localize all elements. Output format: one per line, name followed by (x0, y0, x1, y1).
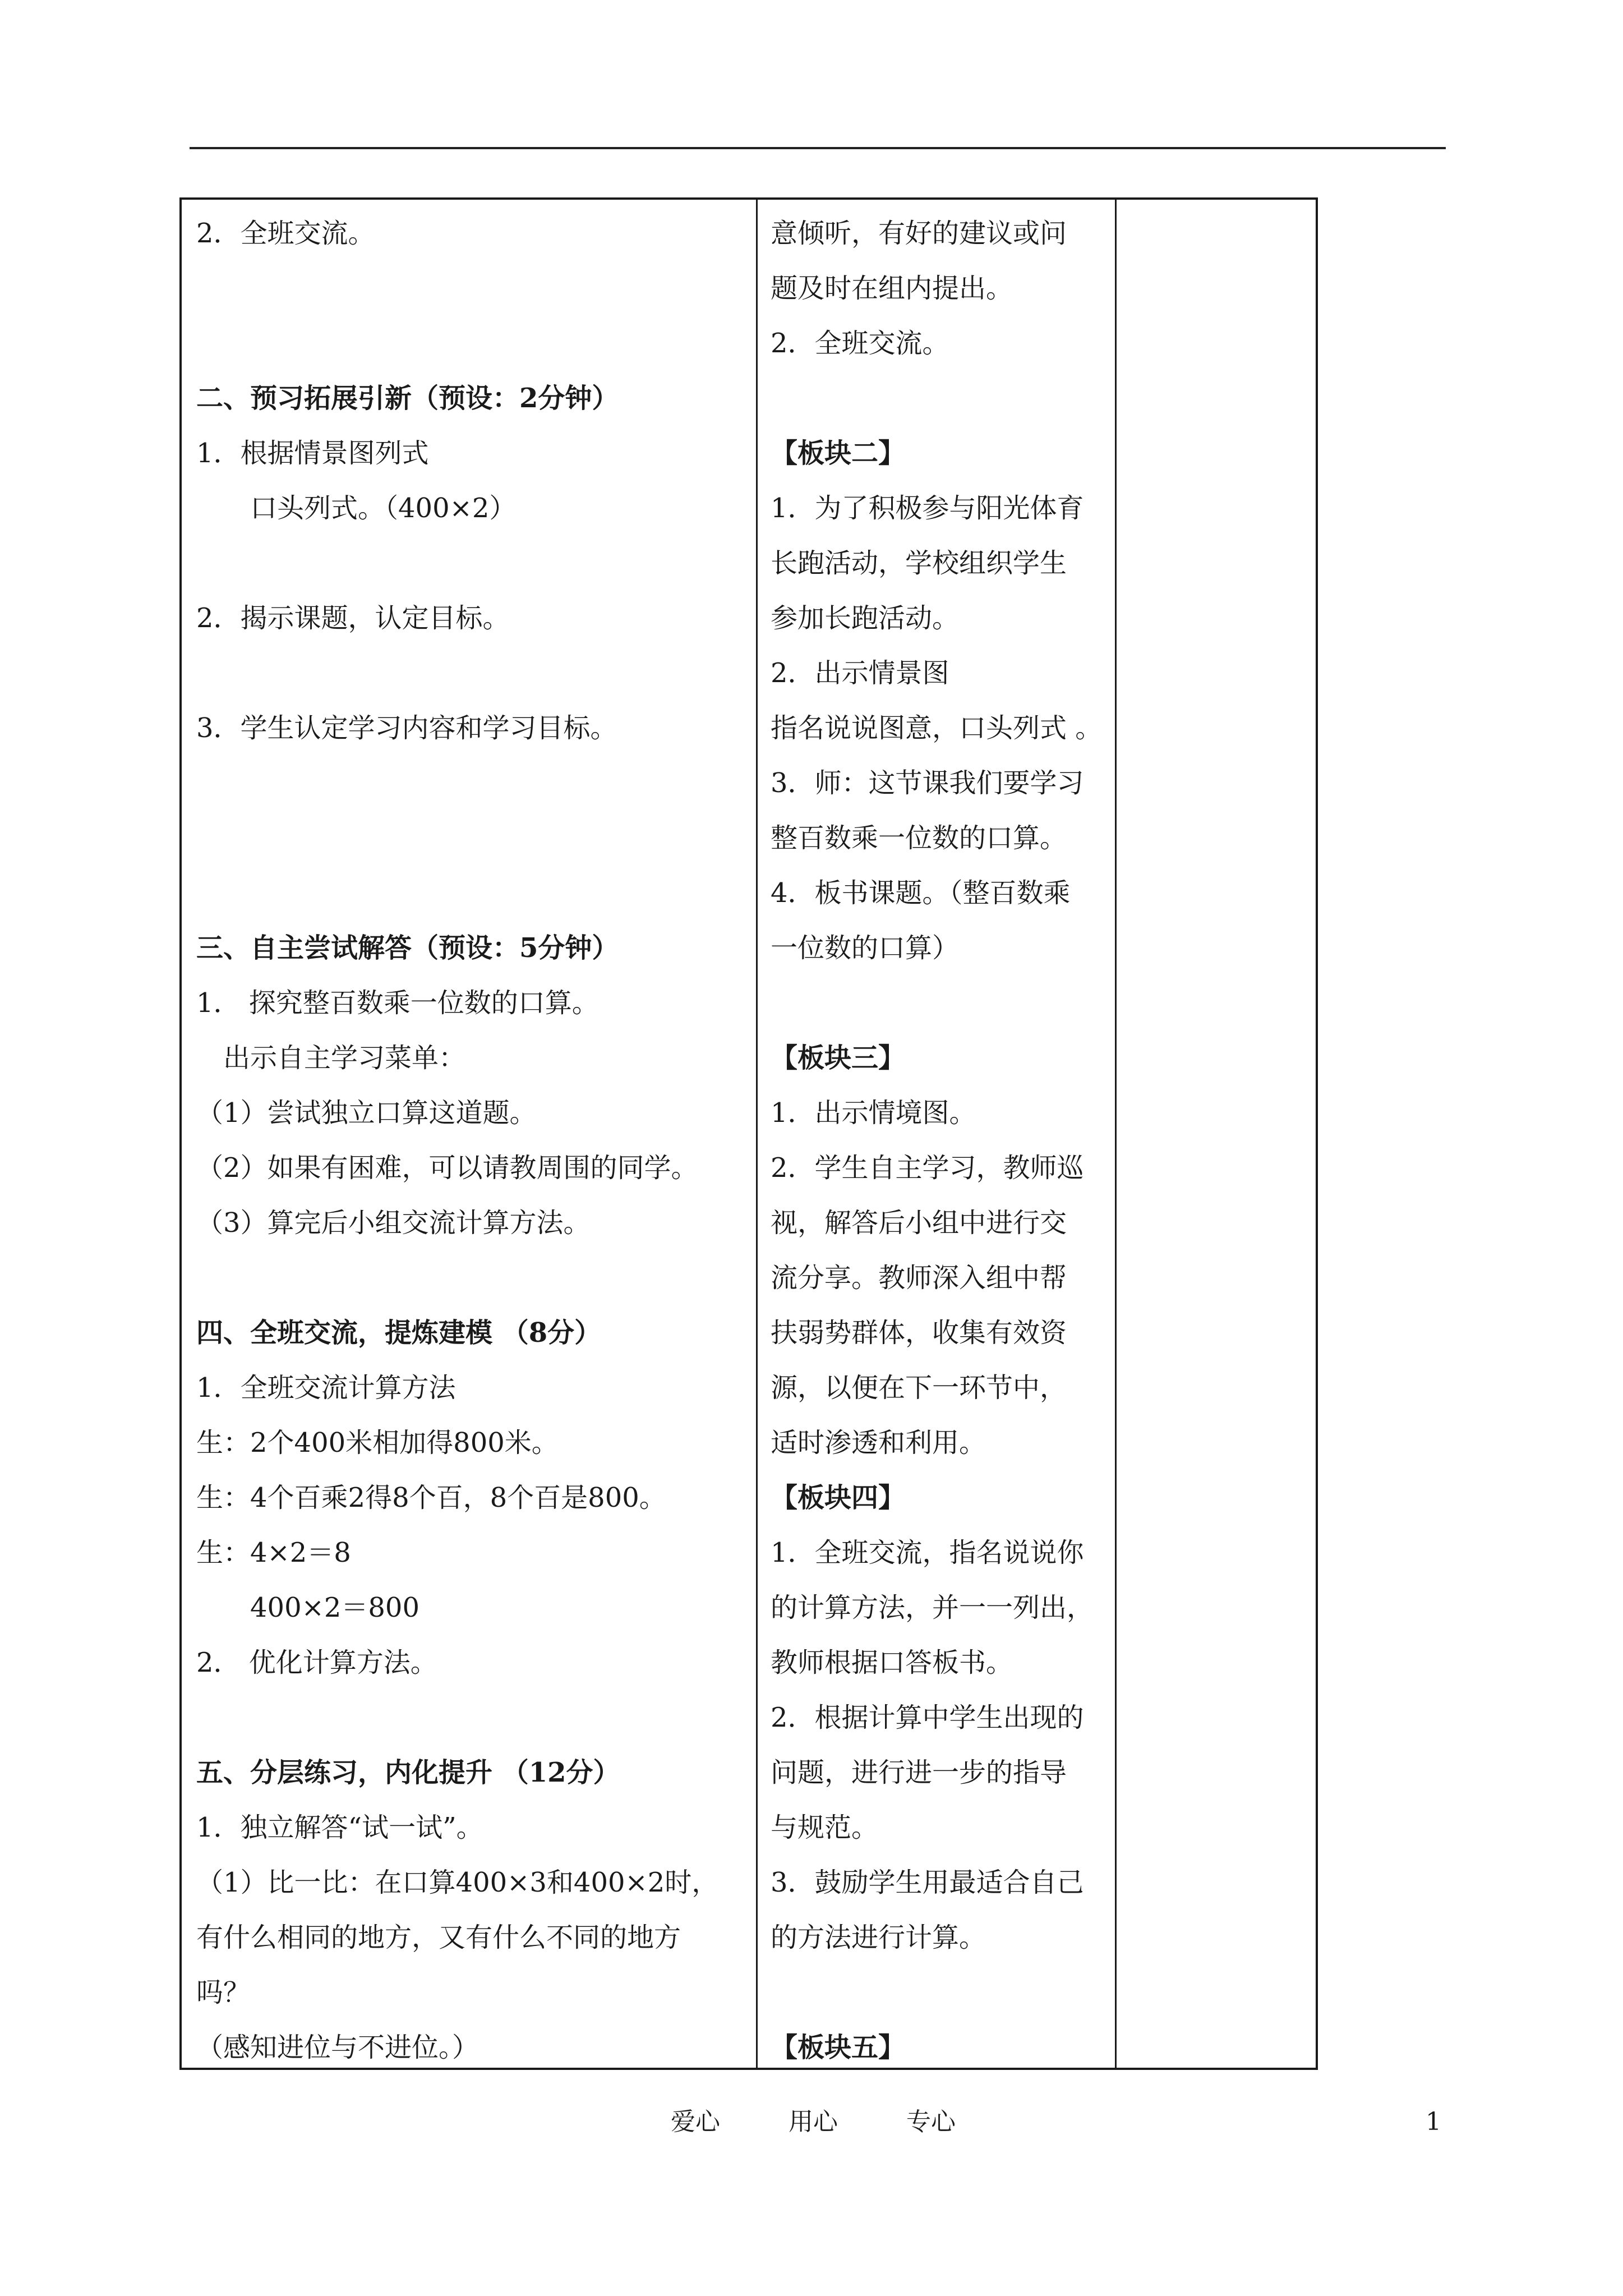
notes-column (1119, 200, 1316, 2068)
footer-item: 爱心 (671, 2108, 720, 2136)
lesson-plan-table (179, 197, 1318, 2070)
text-line: 有什么相同的地方，又有什么不同的地方 (196, 1922, 681, 1953)
text-line: 流分享。教师深入组中帮 (771, 1262, 1067, 1294)
column-divider-left (756, 200, 758, 2068)
text-line: 1．出示情境图。 (771, 1097, 976, 1129)
text-line: （1）比一比：在口算400×3和400×2时， (196, 1867, 719, 1898)
text-line: 参加长跑活动。 (771, 602, 960, 634)
text-line: 意倾听，有好的建议或问 (771, 218, 1067, 249)
text-line: （感知进位与不进位。） (196, 2032, 479, 2063)
text-line: 2．全班交流。 (771, 328, 949, 359)
text-line: （1）尝试独立口算这道题。 (196, 1097, 537, 1129)
text-line: 视，解答后小组中进行交 (771, 1207, 1067, 1239)
text-line: （2）如果有困难，可以请教周围的同学。 (196, 1152, 698, 1184)
text-line: 的方法进行计算。 (771, 1922, 986, 1953)
text-line: 1．根据情景图列式 (196, 438, 429, 469)
section-heading: 四、全班交流，提炼建模 （8分） (196, 1317, 602, 1349)
text-line: 题及时在组内提出。 (771, 273, 1013, 304)
text-line: 2．全班交流。 (196, 218, 375, 249)
text-line: 3．鼓励学生用最适合自己 (771, 1867, 1084, 1898)
teacher-activity-column (771, 200, 1109, 2068)
section-heading: 三、自主尝试解答（预设：5分钟） (196, 932, 619, 964)
text-line: 吗？ (196, 1977, 251, 2008)
section-heading: 【板块四】 (771, 1482, 906, 1513)
text-line: 3．师：这节课我们要学习 (771, 767, 1084, 799)
text-line: 指名说说图意，口头列式 。 (771, 712, 1103, 744)
text-line: 2．揭示课题，认定目标。 (196, 602, 510, 634)
text-line: 的计算方法，并一一列出， (771, 1592, 1094, 1623)
text-line: 1．全班交流计算方法 (196, 1372, 456, 1404)
text-line: 400×2＝800 (250, 1592, 419, 1623)
text-line: 1．为了积极参与阳光体育 (771, 493, 1084, 524)
text-line: 4．板书课题。（整百数乘 (771, 877, 1071, 909)
text-line: 1．全班交流，指名说说你 (771, 1537, 1084, 1568)
text-line: 1． 探究整百数乘一位数的口算。 (196, 987, 599, 1019)
text-line: 出示自主学习菜单： (223, 1042, 466, 1074)
page-number: 1 (1426, 2108, 1441, 2136)
text-line: 口头列式。（400×2） (250, 493, 517, 524)
text-line: 一位数的口算） (771, 932, 960, 964)
section-heading: 【板块三】 (771, 1042, 906, 1074)
text-line: 3．学生认定学习内容和学习目标。 (196, 712, 617, 744)
text-line: 问题，进行进一步的指导 (771, 1757, 1067, 1788)
text-line: 长跑活动，学校组织学生 (771, 547, 1067, 579)
text-line: 1．独立解答“试一试”。 (196, 1812, 483, 1843)
text-line: 2．出示情景图 (771, 657, 949, 689)
text-line: 适时渗透和利用。 (771, 1427, 986, 1458)
footer-item: 专心 (906, 2108, 956, 2136)
text-line: 生：2个400米相加得800米。 (196, 1427, 559, 1458)
text-line: 整百数乘一位数的口算。 (771, 822, 1067, 854)
text-line: 2．学生自主学习，教师巡 (771, 1152, 1084, 1184)
text-line: 生：4个百乘2得8个百，8个百是800。 (196, 1482, 666, 1513)
text-line: （3）算完后小组交流计算方法。 (196, 1207, 591, 1239)
text-line: 扶弱势群体，收集有效资 (771, 1317, 1067, 1349)
student-activity-column (196, 200, 751, 2068)
footer-motto (561, 2106, 1066, 2138)
section-heading: 【板块五】 (771, 2032, 906, 2063)
footer-item: 用心 (789, 2108, 838, 2136)
header-rule (190, 147, 1446, 149)
section-heading: 五、分层练习，内化提升 （12分） (196, 1757, 620, 1788)
section-heading: 二、预习拓展引新（预设：2分钟） (196, 383, 619, 414)
text-line: 源，以便在下一环节中， (771, 1372, 1067, 1404)
text-line: 2．根据计算中学生出现的 (771, 1702, 1084, 1733)
text-line: 生：4×2＝8 (196, 1537, 351, 1568)
text-line: 与规范。 (771, 1812, 879, 1843)
section-heading: 【板块二】 (771, 438, 906, 469)
column-divider-right (1115, 200, 1117, 2068)
text-line: 2． 优化计算方法。 (196, 1647, 437, 1678)
text-line: 教师根据口答板书。 (771, 1647, 1013, 1678)
